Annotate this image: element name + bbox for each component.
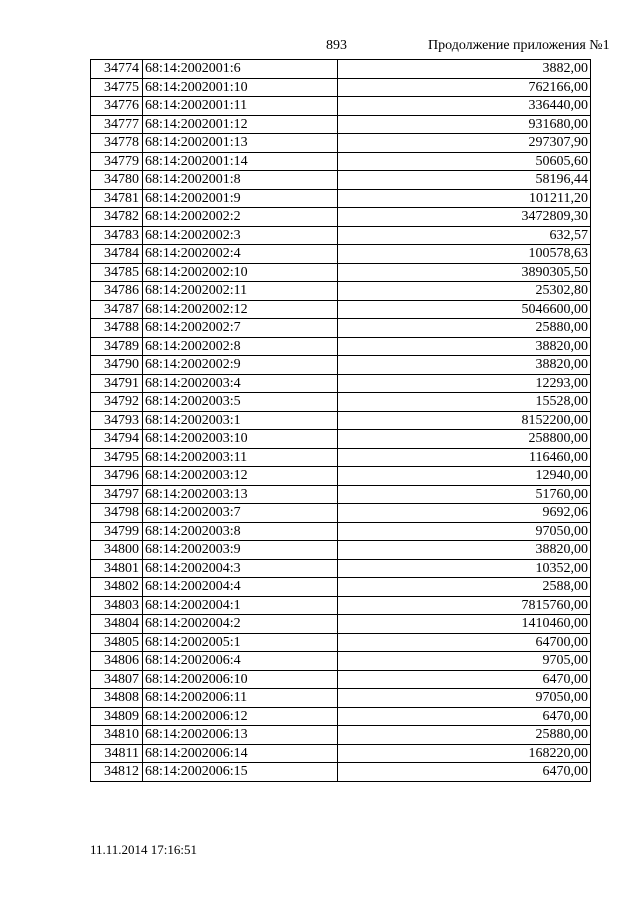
table-row [91,60,591,79]
value-cell: 6470,00 [338,670,591,689]
table-row [91,208,591,227]
row-number-cell: 34778 [91,134,143,153]
cadastral-number-cell: 68:14:2002004:4 [143,578,338,597]
cadastral-number-cell: 68:14:2002002:8 [143,337,338,356]
table-row [91,689,591,708]
cadastral-number-cell: 68:14:2002006:15 [143,763,338,782]
value-cell: 297307,90 [338,134,591,153]
row-number-cell: 34774 [91,60,143,79]
row-number-cell: 34777 [91,115,143,134]
value-cell: 7815760,00 [338,596,591,615]
value-cell: 931680,00 [338,115,591,134]
table-row [91,430,591,449]
cadastral-number-cell: 68:14:2002006:12 [143,707,338,726]
cadastral-number-cell: 68:14:2002002:12 [143,300,338,319]
row-number-cell: 34790 [91,356,143,375]
value-cell: 6470,00 [338,707,591,726]
row-number-cell: 34775 [91,78,143,97]
row-number-cell: 34788 [91,319,143,338]
table-row [91,152,591,171]
table-row [91,559,591,578]
table-row [91,763,591,782]
table-row [91,467,591,486]
cadastral-number-cell: 68:14:2002003:5 [143,393,338,412]
value-cell: 38820,00 [338,541,591,560]
table-row [91,337,591,356]
row-number-cell: 34805 [91,633,143,652]
cadastral-number-cell: 68:14:2002002:10 [143,263,338,282]
table-row [91,97,591,116]
row-number-cell: 34786 [91,282,143,301]
cadastral-number-cell: 68:14:2002006:13 [143,726,338,745]
cadastral-number-cell: 68:14:2002002:3 [143,226,338,245]
cadastral-number-cell: 68:14:2002001:14 [143,152,338,171]
row-number-cell: 34779 [91,152,143,171]
table-row [91,448,591,467]
value-cell: 3890305,50 [338,263,591,282]
row-number-cell: 34812 [91,763,143,782]
cadastral-number-cell: 68:14:2002006:14 [143,744,338,763]
table-row [91,596,591,615]
table-row [91,670,591,689]
row-number-cell: 34810 [91,726,143,745]
table-row [91,282,591,301]
table-row [91,578,591,597]
row-number-cell: 34804 [91,615,143,634]
value-cell: 762166,00 [338,78,591,97]
cadastral-number-cell: 68:14:2002003:13 [143,485,338,504]
row-number-cell: 34809 [91,707,143,726]
table-row [91,319,591,338]
value-cell: 10352,00 [338,559,591,578]
row-number-cell: 34811 [91,744,143,763]
value-cell: 51760,00 [338,485,591,504]
cadastral-number-cell: 68:14:2002004:1 [143,596,338,615]
table-row [91,411,591,430]
row-number-cell: 34789 [91,337,143,356]
table-row [91,393,591,412]
value-cell: 38820,00 [338,337,591,356]
value-cell: 2588,00 [338,578,591,597]
value-cell: 64700,00 [338,633,591,652]
table-row [91,356,591,375]
table-row [91,522,591,541]
table-body [91,60,591,782]
page-number: 893 [326,38,347,53]
table-row [91,633,591,652]
table-row [91,78,591,97]
table-row [91,263,591,282]
row-number-cell: 34784 [91,245,143,264]
data-table [90,59,591,782]
value-cell: 5046600,00 [338,300,591,319]
row-number-cell: 34802 [91,578,143,597]
cadastral-number-cell: 68:14:2002001:13 [143,134,338,153]
value-cell: 9705,00 [338,652,591,671]
value-cell: 58196,44 [338,171,591,190]
row-number-cell: 34800 [91,541,143,560]
cadastral-number-cell: 68:14:2002004:2 [143,615,338,634]
cadastral-number-cell: 68:14:2002002:9 [143,356,338,375]
cadastral-number-cell: 68:14:2002001:9 [143,189,338,208]
table-row [91,707,591,726]
value-cell: 12293,00 [338,374,591,393]
table-row [91,504,591,523]
cadastral-number-cell: 68:14:2002001:8 [143,171,338,190]
row-number-cell: 34803 [91,596,143,615]
table-row [91,541,591,560]
value-cell: 168220,00 [338,744,591,763]
cadastral-number-cell: 68:14:2002002:2 [143,208,338,227]
value-cell: 3472809,30 [338,208,591,227]
row-number-cell: 34781 [91,189,143,208]
value-cell: 97050,00 [338,689,591,708]
cadastral-number-cell: 68:14:2002002:11 [143,282,338,301]
cadastral-number-cell: 68:14:2002003:10 [143,430,338,449]
value-cell: 15528,00 [338,393,591,412]
cadastral-number-cell: 68:14:2002003:8 [143,522,338,541]
value-cell: 97050,00 [338,522,591,541]
cadastral-number-cell: 68:14:2002004:3 [143,559,338,578]
row-number-cell: 34787 [91,300,143,319]
cadastral-number-cell: 68:14:2002005:1 [143,633,338,652]
value-cell: 8152200,00 [338,411,591,430]
cadastral-number-cell: 68:14:2002006:4 [143,652,338,671]
row-number-cell: 34807 [91,670,143,689]
cadastral-number-cell: 68:14:2002001:10 [143,78,338,97]
value-cell: 50605,60 [338,152,591,171]
table-row [91,245,591,264]
value-cell: 12940,00 [338,467,591,486]
cadastral-number-cell: 68:14:2002006:11 [143,689,338,708]
table-row [91,115,591,134]
table-row [91,726,591,745]
value-cell: 25880,00 [338,726,591,745]
row-number-cell: 34792 [91,393,143,412]
row-number-cell: 34793 [91,411,143,430]
print-timestamp: 11.11.2014 17:16:51 [90,842,198,857]
table-row [91,615,591,634]
value-cell: 632,57 [338,226,591,245]
table-row [91,652,591,671]
cadastral-number-cell: 68:14:2002003:4 [143,374,338,393]
cadastral-number-cell: 68:14:2002002:7 [143,319,338,338]
row-number-cell: 34785 [91,263,143,282]
value-cell: 38820,00 [338,356,591,375]
row-number-cell: 34808 [91,689,143,708]
table-row [91,134,591,153]
value-cell: 25880,00 [338,319,591,338]
cadastral-number-cell: 68:14:2002003:1 [143,411,338,430]
value-cell: 336440,00 [338,97,591,116]
row-number-cell: 34783 [91,226,143,245]
cadastral-number-cell: 68:14:2002003:9 [143,541,338,560]
row-number-cell: 34798 [91,504,143,523]
table-row [91,744,591,763]
cadastral-number-cell: 68:14:2002002:4 [143,245,338,264]
continuation-title: Продолжение приложения №1 [428,38,610,53]
cadastral-number-cell: 68:14:2002006:10 [143,670,338,689]
row-number-cell: 34795 [91,448,143,467]
cadastral-number-cell: 68:14:2002003:7 [143,504,338,523]
value-cell: 100578,63 [338,245,591,264]
table-row [91,189,591,208]
cadastral-number-cell: 68:14:2002001:11 [143,97,338,116]
row-number-cell: 34797 [91,485,143,504]
row-number-cell: 34791 [91,374,143,393]
row-number-cell: 34799 [91,522,143,541]
row-number-cell: 34806 [91,652,143,671]
value-cell: 25302,80 [338,282,591,301]
value-cell: 101211,20 [338,189,591,208]
row-number-cell: 34780 [91,171,143,190]
value-cell: 6470,00 [338,763,591,782]
cadastral-number-cell: 68:14:2002003:12 [143,467,338,486]
table-row [91,485,591,504]
row-number-cell: 34782 [91,208,143,227]
table-row [91,300,591,319]
cadastral-number-cell: 68:14:2002001:12 [143,115,338,134]
value-cell: 3882,00 [338,60,591,79]
table-row [91,374,591,393]
cadastral-number-cell: 68:14:2002003:11 [143,448,338,467]
row-number-cell: 34801 [91,559,143,578]
value-cell: 9692,06 [338,504,591,523]
value-cell: 116460,00 [338,448,591,467]
row-number-cell: 34796 [91,467,143,486]
row-number-cell: 34794 [91,430,143,449]
row-number-cell: 34776 [91,97,143,116]
cadastral-number-cell: 68:14:2002001:6 [143,60,338,79]
table-row [91,171,591,190]
table-row [91,226,591,245]
value-cell: 258800,00 [338,430,591,449]
value-cell: 1410460,00 [338,615,591,634]
